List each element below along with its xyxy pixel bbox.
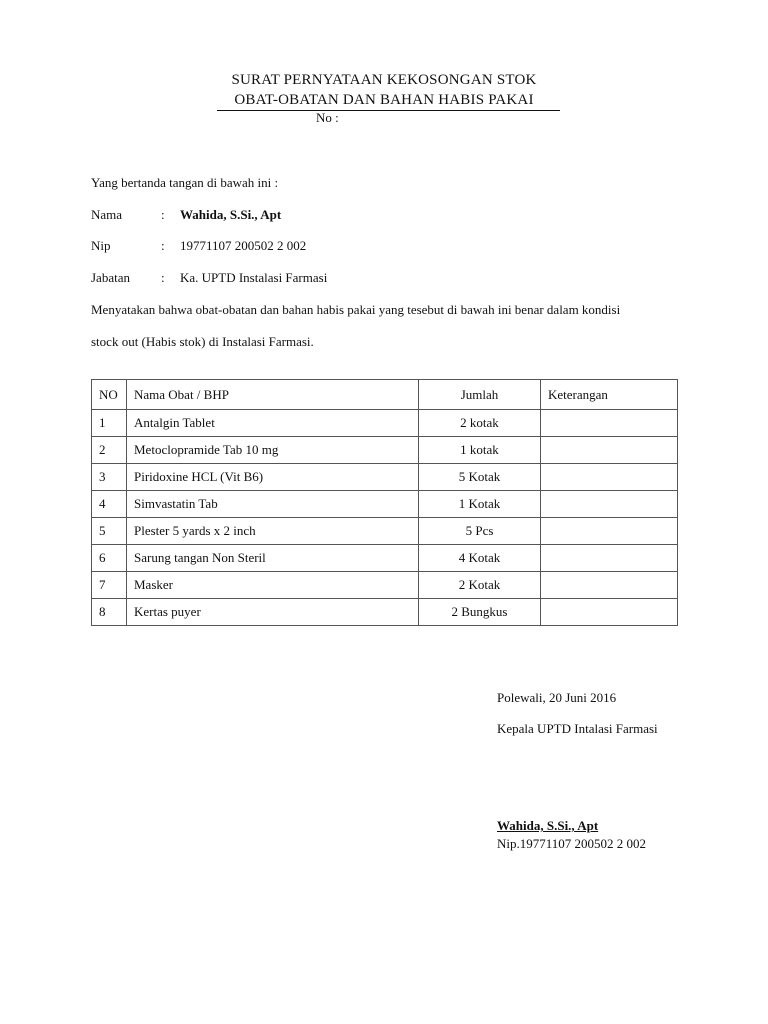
table-row [92,572,678,599]
table-row [92,518,678,545]
table-row [92,491,678,518]
row-qty: 2 Bungkus [419,599,541,626]
row-name: Simvastatin Tab [127,491,419,518]
header-name: Nama Obat / BHP [127,380,419,410]
table-header-row [92,380,678,410]
statement-line-2: stock out (Habis stok) di Instalasi Farmasi. [91,334,314,349]
header-qty: Jumlah [419,380,541,410]
row-name: Piridoxine HCL (Vit B6) [127,464,419,491]
field-nama-label: Nama [91,207,123,222]
letter-number: No : [316,110,339,125]
row-note [541,599,678,626]
field-jabatan-value: Ka. UPTD Instalasi Farmasi [180,270,328,285]
row-qty: 2 Kotak [419,572,541,599]
row-qty: 4 Kotak [419,545,541,572]
row-name: Plester 5 yards x 2 inch [127,518,419,545]
row-no: 8 [92,599,127,626]
field-jabatan-colon: : [161,270,165,285]
field-nama-value: Wahida, S.Si., Apt [180,207,282,222]
row-no: 2 [92,437,127,464]
signature-position: Kepala UPTD Intalasi Farmasi [497,721,658,736]
field-nip-value: 19771107 200502 2 002 [180,238,307,253]
row-no: 4 [92,491,127,518]
title-underline [217,110,560,111]
table-row [92,464,678,491]
document-title-line-1: SURAT PERNYATAAN KEKOSONGAN STOK [231,72,537,88]
row-qty: 5 Kotak [419,464,541,491]
row-note [541,410,678,437]
table-row [92,410,678,437]
field-nip-label: Nip [91,238,111,253]
field-nama-colon: : [161,207,165,222]
signature-nip: Nip.19771107 200502 2 002 [497,836,647,851]
row-note [541,545,678,572]
stock-table [91,379,678,626]
row-no: 1 [92,410,127,437]
row-name: Kertas puyer [127,599,419,626]
table-row [92,545,678,572]
document-title-line-2: OBAT-OBATAN DAN BAHAN HABIS PAKAI [234,92,534,108]
header-no: NO [92,380,127,410]
row-qty: 2 kotak [419,410,541,437]
row-no: 3 [92,464,127,491]
row-qty: 5 Pcs [419,518,541,545]
row-name: Antalgin Tablet [127,410,419,437]
row-name: Sarung tangan Non Steril [127,545,419,572]
row-no: 7 [92,572,127,599]
row-name: Masker [127,572,419,599]
table-row [92,599,678,626]
field-jabatan-label: Jabatan [91,270,130,285]
row-note [541,572,678,599]
field-nip-colon: : [161,238,165,253]
row-qty: 1 Kotak [419,491,541,518]
intro-text: Yang bertanda tangan di bawah ini : [91,175,279,190]
row-note [541,491,678,518]
row-qty: 1 kotak [419,437,541,464]
row-note [541,464,678,491]
signature-name: Wahida, S.Si., Apt [497,818,599,833]
row-note [541,437,678,464]
row-no: 5 [92,518,127,545]
header-note: Keterangan [541,380,678,410]
row-note [541,518,678,545]
row-no: 6 [92,545,127,572]
table-row [92,437,678,464]
statement-line-1: Menyatakan bahwa obat-obatan dan bahan habis pakai yang tesebut di bawah ini benar dalam kondisi [91,302,621,317]
signature-place-date: Polewali, 20 Juni 2016 [497,690,617,705]
row-name: Metoclopramide Tab 10 mg [127,437,419,464]
